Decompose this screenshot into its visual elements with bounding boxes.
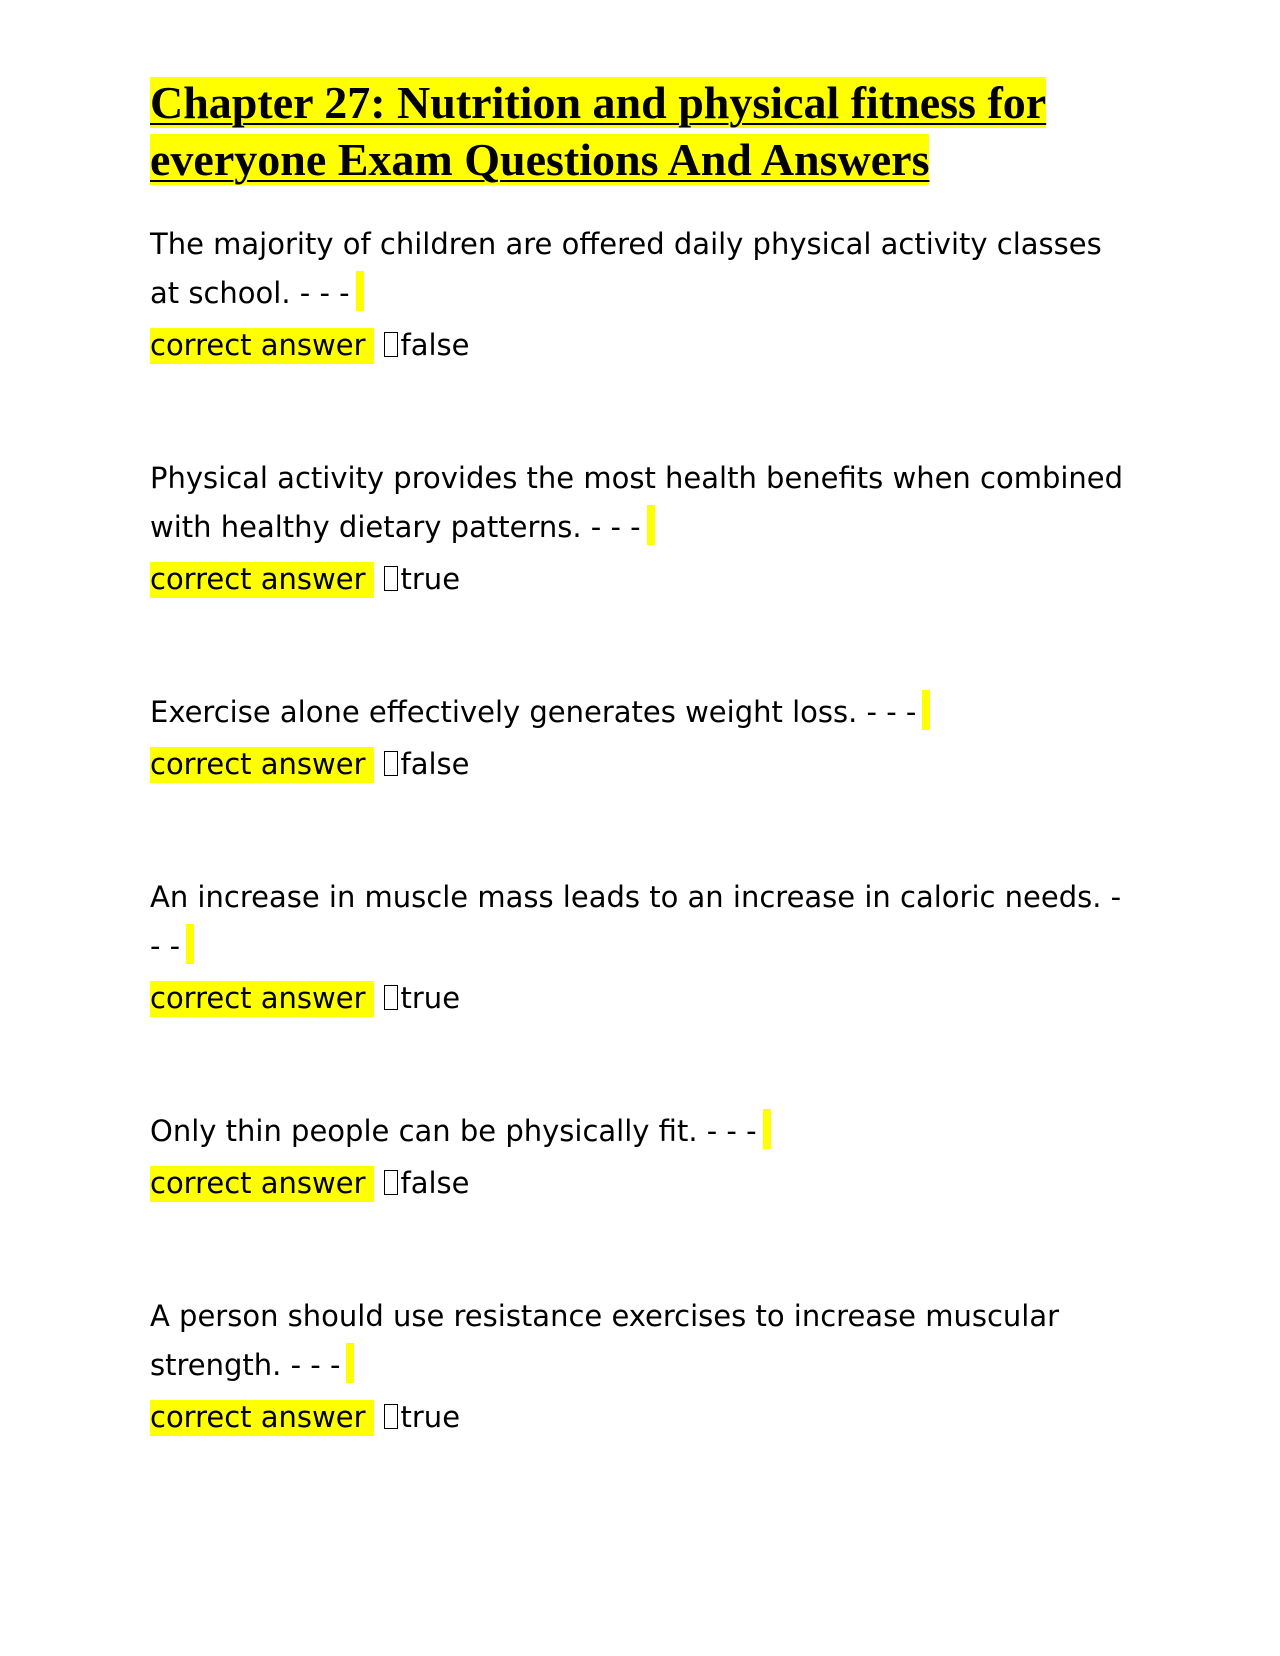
title-line-2: everyone Exam Questions And Answers <box>150 134 930 185</box>
question-text <box>150 454 1130 552</box>
answer-line <box>150 977 1130 1020</box>
answer-value: false <box>400 328 470 362</box>
missing-glyph-box-icon <box>384 1404 398 1429</box>
spacer <box>150 1205 1130 1292</box>
highlight-marker <box>186 924 194 964</box>
answer-line <box>150 743 1130 786</box>
correct-answer-label: correct answer <box>150 562 374 598</box>
answer-line <box>150 1162 1130 1205</box>
question-text <box>150 1107 1130 1156</box>
answer-line <box>150 324 1130 367</box>
document-page <box>150 74 1130 1439</box>
missing-glyph-box-icon <box>384 985 398 1010</box>
qa-item-2 <box>150 454 1130 601</box>
highlight-marker <box>356 271 364 311</box>
question-text <box>150 873 1130 971</box>
answer-value: false <box>400 1166 470 1200</box>
correct-answer-label: correct answer <box>150 1400 374 1436</box>
question-text <box>150 688 1130 737</box>
qa-list <box>150 220 1130 1439</box>
title-line-1: Chapter 27: Nutrition and physical fitness for <box>150 77 1047 128</box>
missing-glyph-box-icon <box>384 332 398 357</box>
correct-answer-label: correct answer <box>150 1166 374 1202</box>
question-label: An increase in muscle mass leads to an increase in caloric needs. - - - <box>150 880 1122 963</box>
qa-item-1 <box>150 220 1130 367</box>
spacer <box>150 367 1130 454</box>
correct-answer-label: correct answer <box>150 747 374 783</box>
spacer <box>150 786 1130 873</box>
answer-line <box>150 1396 1130 1439</box>
highlight-marker <box>922 690 930 730</box>
highlight-marker <box>346 1343 354 1383</box>
answer-line <box>150 558 1130 601</box>
highlight-marker <box>763 1109 771 1149</box>
question-text <box>150 1292 1130 1390</box>
question-text <box>150 220 1130 318</box>
answer-value: true <box>400 981 461 1015</box>
spacer <box>150 1020 1130 1107</box>
correct-answer-label: correct answer <box>150 981 374 1017</box>
page-title <box>150 74 1130 188</box>
missing-glyph-box-icon <box>384 751 398 776</box>
highlight-marker <box>647 505 655 545</box>
qa-item-3 <box>150 688 1130 786</box>
missing-glyph-box-icon <box>384 1170 398 1195</box>
question-label: Only thin people can be physically fit. - - - <box>150 1114 757 1148</box>
question-label: A person should use resistance exercises to increase muscular strength. - - - <box>150 1299 1060 1382</box>
spacer <box>150 601 1130 688</box>
question-label: The majority of children are offered daily physical activity classes at school. - - - <box>150 227 1102 310</box>
qa-item-5 <box>150 1107 1130 1205</box>
answer-value: true <box>400 562 461 596</box>
question-label: Exercise alone effectively generates weight loss. - - - <box>150 695 917 729</box>
answer-value: false <box>400 747 470 781</box>
answer-value: true <box>400 1400 461 1434</box>
missing-glyph-box-icon <box>384 566 398 591</box>
qa-item-4 <box>150 873 1130 1020</box>
question-label: Physical activity provides the most health benefits when combined with healthy dietary patterns. - - - <box>150 461 1124 544</box>
qa-item-6 <box>150 1292 1130 1439</box>
correct-answer-label: correct answer <box>150 328 374 364</box>
